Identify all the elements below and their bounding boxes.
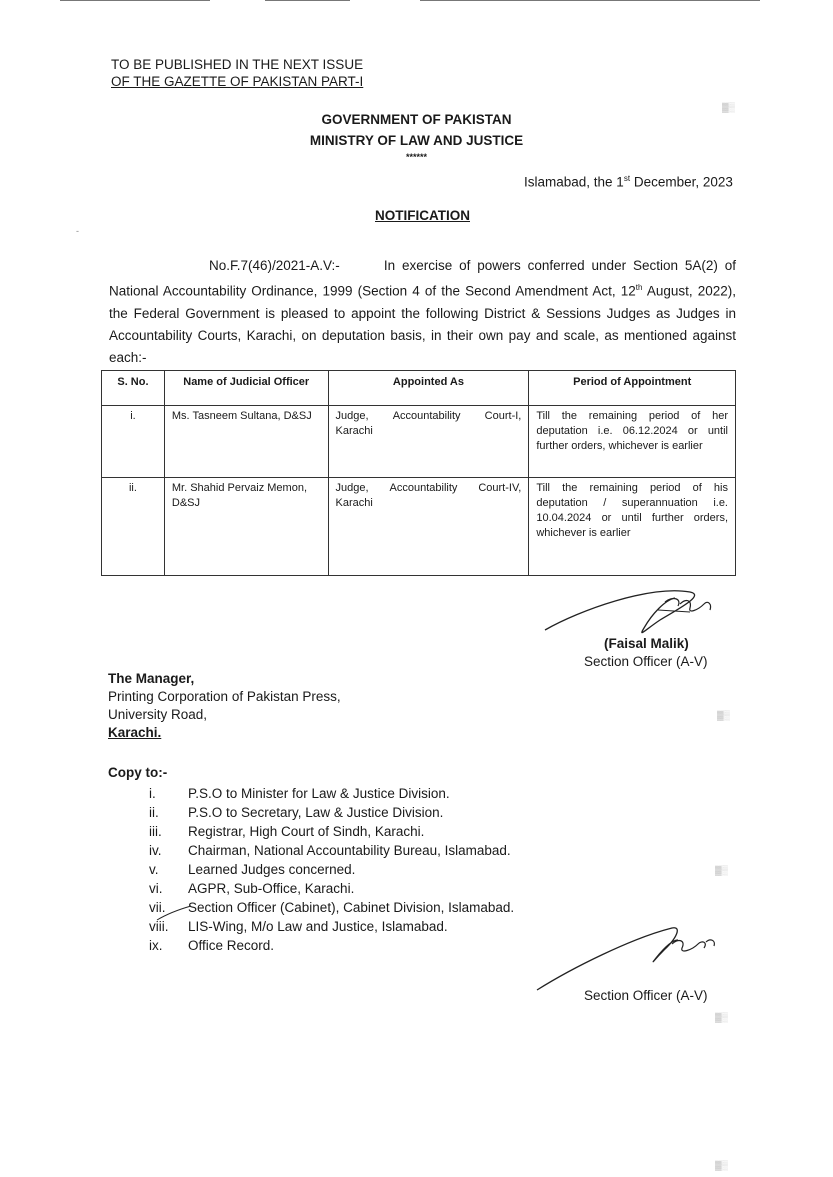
cell-appointed-as: Judge, Accountability Court-I, Karachi [328, 406, 529, 478]
publication-note-line1: TO BE PUBLISHED IN THE NEXT ISSUE [111, 57, 364, 72]
scan-edge-line [265, 0, 350, 1]
cell-period: Till the remaining period of her deputation i.e. 06.12.2024 or until further orders, whichever is earlier [529, 406, 736, 478]
appointments-table [101, 370, 736, 576]
notification-body: No.F.7(46)/2021-A.V:- In exercise of powers conferred under Section 5A(2) of National Accountability Ordinance, 1999 (Section 4 of the Second Amendment Act, 12th August, 2022), the Federal Government is pleased to appoint the following District & Sessions Judges as Judges in Accountability Courts, Karachi, on deputation basis, in their own pay and scale, as mentioned against each:- [109, 258, 736, 365]
reference-number: No.F.7(46)/2021-A.V:- [209, 258, 340, 273]
publication-note [111, 56, 363, 90]
heading-stars: ****** [405, 152, 427, 162]
notification-title: NOTIFICATION [375, 208, 470, 223]
addressee-city: Karachi. [108, 725, 162, 740]
ministry-heading: MINISTRY OF LAW AND JUSTICE [309, 133, 524, 148]
cell-sno: ii. [102, 478, 165, 576]
signatory-designation: Section Officer (A-V) [584, 654, 708, 669]
scan-speck: ▓▒ [715, 1160, 728, 1170]
addressee-line: Printing Corporation of Pakistan Press, [108, 689, 341, 704]
publication-note-line2: OF THE GAZETTE OF PAKISTAN PART-I [111, 74, 364, 89]
copy-to-heading: Copy to:- [108, 765, 168, 780]
cell-name: Mr. Shahid Pervaiz Memon, D&SJ [164, 478, 328, 576]
table-row [102, 478, 736, 576]
cell-name: Ms. Tasneem Sultana, D&SJ [164, 406, 328, 478]
cell-sno: i. [102, 406, 165, 478]
scan-speck: ▓▒ [715, 1012, 728, 1022]
government-heading: GOVERNMENT OF PAKISTAN [321, 112, 512, 127]
header-sno: S. No. [102, 371, 165, 406]
scan-speck: ▓▒ [715, 865, 728, 875]
scan-speck: ▓▒ [717, 710, 730, 720]
scan-speck: ▓▒ [722, 102, 735, 112]
header-period: Period of Appointment [529, 371, 736, 406]
scan-speck: - [76, 226, 79, 236]
addressee-block [108, 670, 341, 742]
cell-period: Till the remaining period of his deputation / superannuation i.e. 10.04.2024 or until further orders, whichever is earlier [529, 478, 736, 576]
tick-mark [155, 898, 200, 938]
cell-appointed-as: Judge, Accountability Court-IV, Karachi [328, 478, 529, 576]
signatory2-designation: Section Officer (A-V) [584, 988, 708, 1003]
header-name: Name of Judicial Officer [164, 371, 328, 406]
signature-mark [532, 918, 732, 998]
issue-date: Islamabad, the 1st December, 2023 [524, 174, 733, 190]
scan-edge-line [60, 0, 210, 1]
table-row [102, 406, 736, 478]
table-header-row [102, 371, 736, 406]
addressee-line: The Manager, [108, 671, 195, 686]
signatory-name: (Faisal Malik) [604, 636, 689, 651]
addressee-line: University Road, [108, 707, 208, 722]
header-appointed-as: Appointed As [328, 371, 529, 406]
scan-edge-line [420, 0, 760, 1]
